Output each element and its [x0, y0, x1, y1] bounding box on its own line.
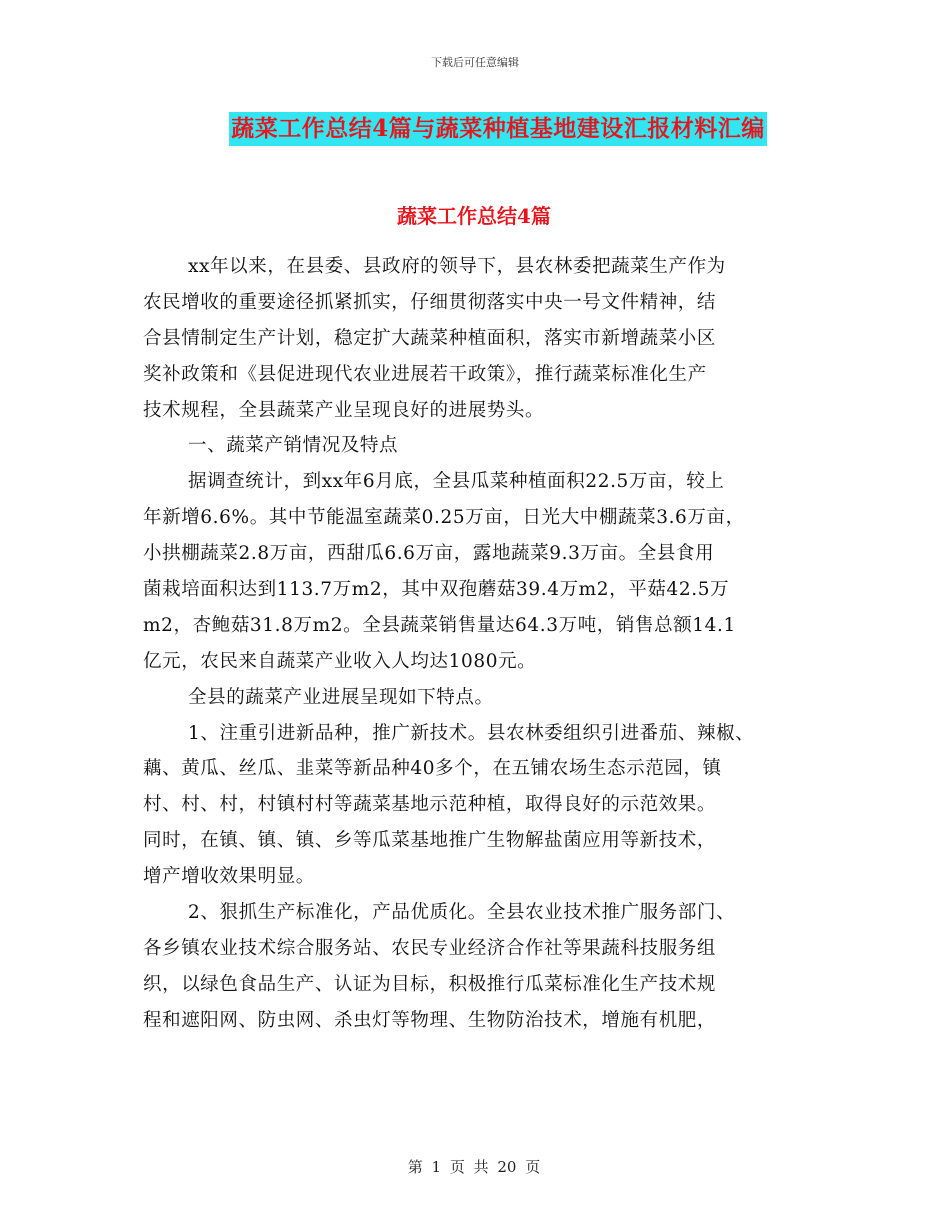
text-line: 亿元，农民来自蔬菜产业收入人均达1080元。 — [143, 650, 537, 672]
page-footer: 第 1 页 共 20 页 — [407, 1158, 541, 1176]
document-title: 蔬菜工作总结4篇与蔬菜种植基地建设汇报材料汇编 — [229, 112, 767, 146]
section-title: 蔬菜工作总结4篇 — [397, 204, 551, 228]
text-line: 藕、黄瓜、丝瓜、韭菜等新品种40多个，在五铺农场生态示范园，镇 — [143, 758, 722, 780]
header-note: 下载后可任意编辑 — [431, 56, 519, 69]
text-line: 据调查统计，到xx年6月底，全县瓜菜种植面积22.5万亩，较上 — [188, 471, 725, 493]
text-line: 程和遮阳网、防虫网、杀虫灯等物理、生物防治技术，增施有机肥， — [143, 1009, 717, 1031]
text-line: 小拱棚蔬菜2.8万亩，西甜瓜6.6万亩，露地蔬菜9.3万亩。全县食用 — [143, 543, 715, 565]
text-line: 农民增收的重要途径抓紧抓实，仔细贯彻落实中央一号文件精神，结 — [143, 291, 717, 313]
text-line: 同时，在镇、镇、镇、乡等瓜菜基地推广生物解盐菌应用等新技术， — [143, 830, 717, 852]
text-line: 合县情制定生产计划，稳定扩大蔬菜种植面积，落实市新增蔬菜小区 — [143, 327, 717, 349]
text-line: 全县的蔬菜产业进展呈现如下特点。 — [188, 686, 494, 708]
text-line: 村、村、村，村镇村村等蔬菜基地示范种植，取得良好的示范效果。 — [143, 794, 717, 816]
text-line: 2、狠抓生产标准化，产品优质化。全县农业技术推广服务部门、 — [188, 902, 736, 924]
text-line: 增产增收效果明显。 — [143, 866, 315, 888]
text-line: 菌栽培面积达到113.7万m2，其中双孢蘑菇39.4万m2，平菇42.5万 — [143, 579, 730, 601]
text-line: 一、蔬菜产销情况及特点 — [188, 435, 399, 457]
text-line: 各乡镇农业技术综合服务站、农民专业经济合作社等果蔬科技服务组 — [143, 937, 717, 959]
text-line: 1、注重引进新品种，推广新技术。县农林委组织引进番茄、辣椒、 — [188, 722, 755, 744]
text-line: 织，以绿色食品生产、认证为目标，积极推行瓜菜标准化生产技术规 — [143, 973, 717, 995]
text-line: 年新增6.6%。其中节能温室蔬菜0.25万亩，日光大中棚蔬菜3.6万亩， — [143, 507, 745, 529]
text-line: m2，杏鲍菇31.8万m2。全县蔬菜销售量达64.3万吨，销售总额14.1 — [143, 614, 736, 636]
document-title-wrapper — [0, 112, 950, 146]
text-line: 技术规程，全县蔬菜产业呈现良好的进展势头。 — [143, 399, 545, 421]
text-line: 奖补政策和《县促进现代农业进展若干政策》，推行蔬菜标准化生产 — [143, 363, 707, 385]
body-text — [143, 249, 828, 1039]
text-line: xx年以来，在县委、县政府的领导下，县农林委把蔬菜生产作为 — [188, 256, 726, 277]
